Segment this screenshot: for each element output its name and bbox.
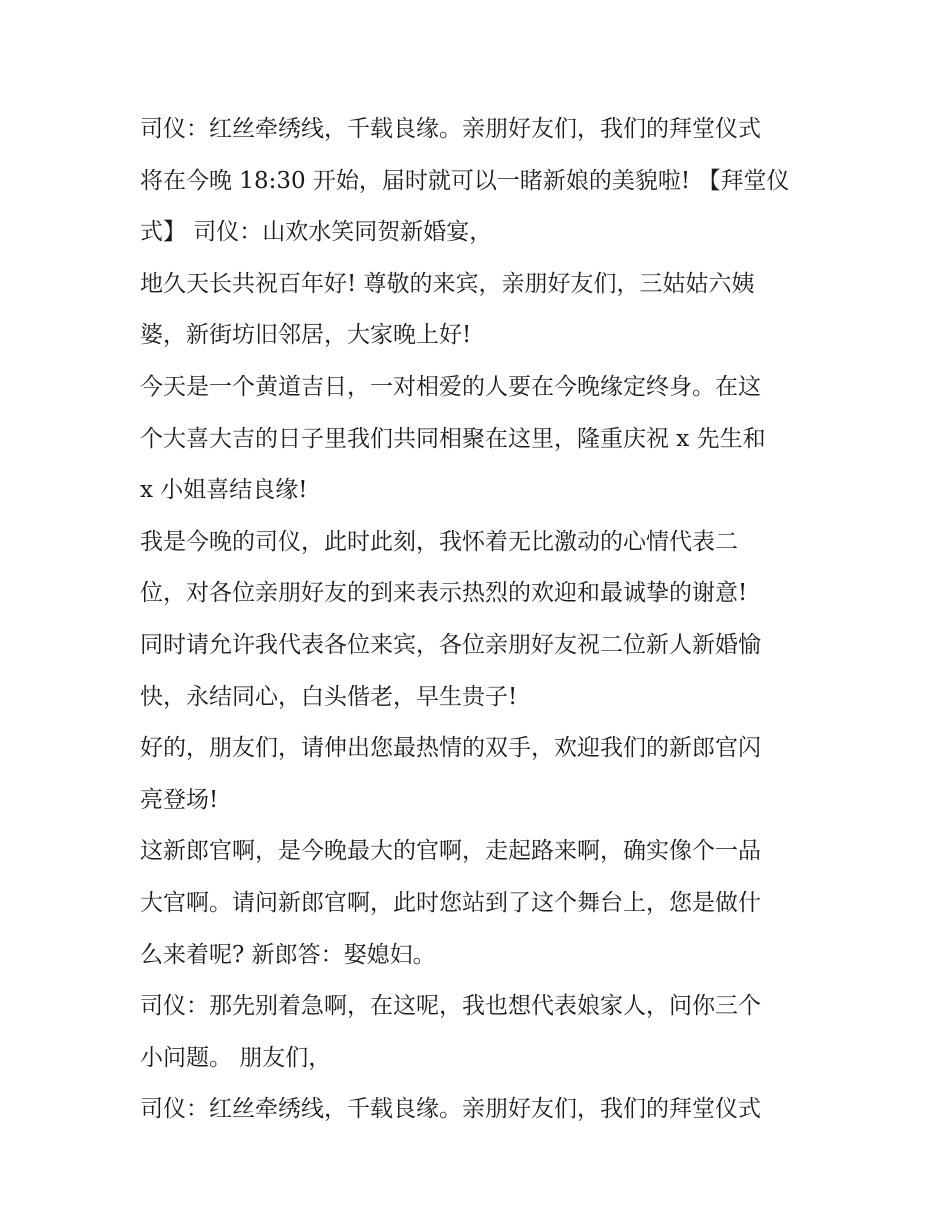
text-line-7: 个大喜大吉的日子里我们共同相聚在这里，隆重庆祝 x 先生和 xyxy=(140,425,766,452)
text-line-9: 我是今晚的司仪，此时此刻，我怀着无比激动的心情代表二 xyxy=(140,528,738,555)
text-line-11: 同时请允许我代表各位来宾，各位亲朋好友祝二位新人新婚愉 xyxy=(140,631,761,658)
text-line-19: 小问题。 朋友们， xyxy=(140,1044,332,1071)
text-line-1: 司仪：红丝牵绣线，千载良缘。亲朋好友们，我们的拜堂仪式 xyxy=(140,116,761,142)
text-line-6: 今天是一个黄道吉日，一对相爱的人要在今晚缘定终身。在这 xyxy=(140,373,761,400)
text-line-18: 司仪：那先别着急啊，在这呢，我也想代表娘家人，问你三个 xyxy=(140,993,761,1020)
text-line-13: 好的，朋友们，请伸出您最热情的双手，欢迎我们的新郎官闪 xyxy=(140,735,761,762)
text-line-17: 么来着呢? 新郎答：娶媳妇。 xyxy=(140,941,436,968)
text-line-15: 这新郎官啊，是今晚最大的官啊，走起路来啊，确实像个一品 xyxy=(140,838,761,865)
text-line-8: x 小姐喜结良缘! xyxy=(140,477,308,504)
text-line-2: 将在今晚 18:30 开始，届时就可以一睹新娘的美貌啦! 【拜堂仪 xyxy=(140,167,790,194)
document-body xyxy=(140,104,820,1136)
text-line-4: 地久天长共祝百年好! 尊敬的来宾，亲朋好友们，三姑姑六姨 xyxy=(140,270,755,297)
text-line-14: 亮登场! xyxy=(140,786,219,813)
text-line-16: 大官啊。请问新郎官啊，此时您站到了这个舞台上，您是做什 xyxy=(140,889,761,916)
text-line-20: 司仪：红丝牵绣线，千载良缘。亲朋好友们，我们的拜堂仪式 xyxy=(140,1096,761,1123)
text-line-12: 快，永结同心，白头偕老，早生贵子! xyxy=(140,683,518,710)
text-line-10: 位，对各位亲朋好友的到来表示热烈的欢迎和最诚挚的谢意! xyxy=(140,580,748,607)
text-line-3: 式】 司仪：山欢水笑同贺新婚宴， xyxy=(140,219,493,246)
text-line-5: 婆，新街坊旧邻居，大家晚上好! xyxy=(140,322,472,349)
